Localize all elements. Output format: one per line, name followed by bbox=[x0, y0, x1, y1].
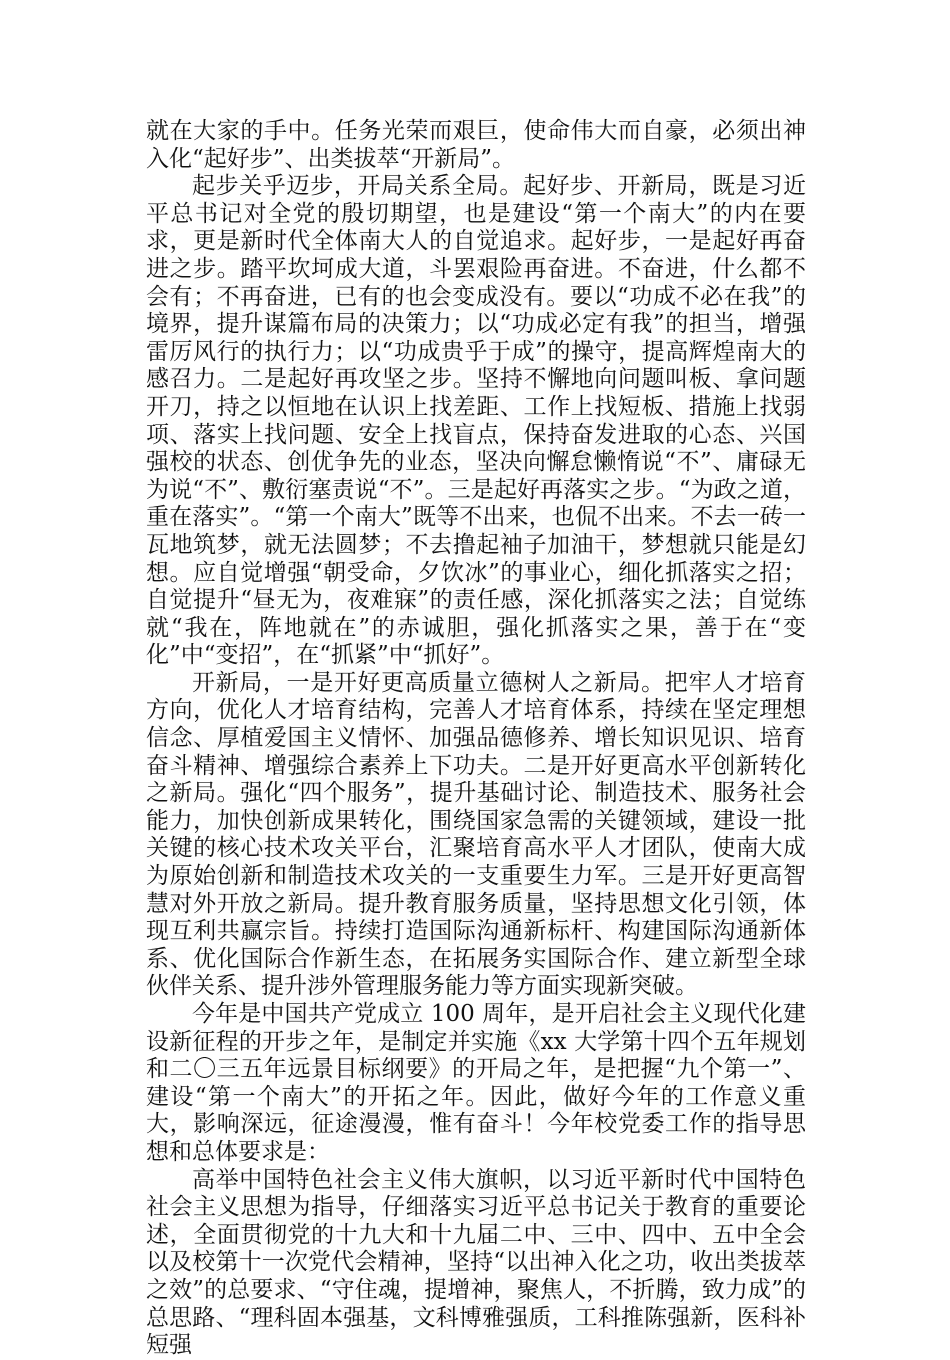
paragraph-1: 就在大家的手中。任务光荣而艰巨，使命伟大而自豪，必须出神入化“起好步”、出类拔萃“开新局”。 bbox=[146, 118, 806, 172]
paragraph-5: 高举中国特色社会主义伟大旗帜，以习近平新时代中国特色社会主义思想为指导，仔细落实习近平总书记关于教育的重要论述，全面贯彻党的十九大和十九届二中、三中、四中、五中全会以及校第十一次党代会精神，坚持“以出神入化之功，收出类拔萃之效”的总要求、“守住魂，提增神，聚焦人，不折腾，致力成”的总思路、“理科固本强基，文科博雅强质，工科推陈强新，医科补短强 bbox=[146, 1166, 806, 1359]
paragraph-2: 起步关乎迈步，开局关系全局。起好步、开新局，既是习近平总书记对全党的殷切期望，也是建设“第一个南大”的内在要求，更是新时代全体南大人的自觉追求。起好步，一是起好再奋进之步。踏平坎坷成大道，斗罢艰险再奋进。不奋进，什么都不会有；不再奋进，已有的也会变成没有。要以“功成不必在我”的境界，提升谋篇布局的决策力；以“功成必定有我”的担当，增强雷厉风行的执行力；以“功成贵乎于成”的操守，提高辉煌南大的感召力。二是起好再攻坚之步。坚持不懈地向问题叫板、拿问题开刀，持之以恒地在认识上找差距、工作上找短板、措施上找弱项、落实上找问题、安全上找盲点，保持奋发进取的心态、兴国强校的状态、创优争先的业态，坚决向懈怠懒惰说“不”、庸碌无为说“不”、敷衍塞责说“不”。三是起好再落实之步。“为政之道，重在落实”。“第一个南大”既等不出来，也侃不出来。不去一砖一瓦地筑梦，就无法圆梦；不去撸起袖子加油干，梦想就只能是幻想。应自觉增强“朝受命，夕饮冰”的事业心，细化抓落实之招；自觉提升“昼无为，夜难寐”的责任感，深化抓落实之法；自觉练就“我在，阵地就在”的赤诚胆，强化抓落实之果，善于在“变化”中“变招”，在“抓紧”中“抓好”。 bbox=[146, 173, 806, 669]
paragraph-3: 开新局，一是开好更高质量立德树人之新局。把牢人才培育方向，优化人才培育结构，完善人才培育体系，持续在坚定理想信念、厚植爱国主义情怀、加强品德修养、增长知识见识、培育奋斗精神、增强综合素养上下功夫。二是开好更高水平创新转化之新局。强化“四个服务”，提升基础讨论、制造技术、服务社会能力，加快创新成果转化，围绕国家急需的关键领域，建设一批关键的核心技术攻关平台，汇聚培育高水平人才团队，使南大成为原始创新和制造技术攻关的一支重要生力军。三是开好更高智慧对外开放之新局。提升教育服务质量，坚持思想文化引领，体现互利共赢宗旨。持续打造国际沟通新标杆、构建国际沟通新体系、优化国际合作新生态，在拓展务实国际合作、建立新型全球伙伴关系、提升涉外管理服务能力等方面实现新突破。 bbox=[146, 669, 806, 1000]
document-page bbox=[146, 118, 806, 1360]
paragraph-4: 今年是中国共产党成立 100 周年，是开启社会主义现代化建设新征程的开步之年，是制定并实施《xx 大学第十四个五年规划和二〇三五年远景目标纲要》的开局之年，是把握“九个第一”、建设“第一个南大”的开拓之年。因此，做好今年的工作意义重大，影响深远，征途漫漫，惟有奋斗！今年校党委工作的指导思想和总体要求是： bbox=[146, 1001, 806, 1165]
